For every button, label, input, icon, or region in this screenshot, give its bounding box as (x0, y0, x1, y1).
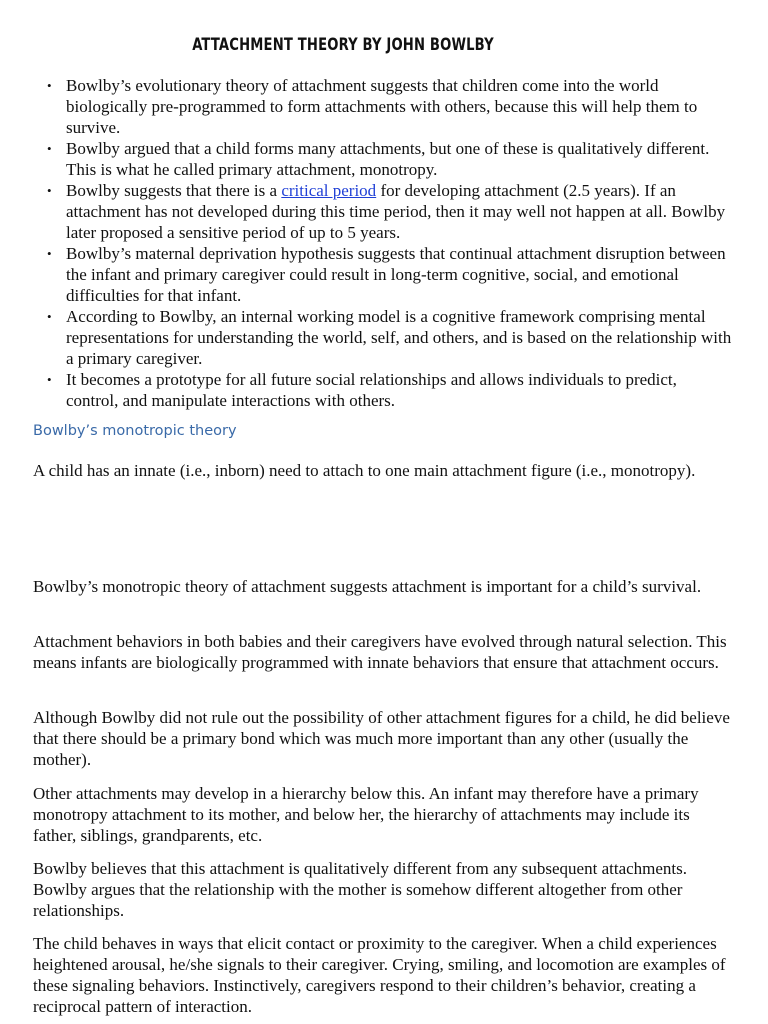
body-paragraph: Bowlby believes that this attachment is qualitatively different from any subsequent attachments. Bowlby argues that the relationship with the mother is somehow different altogether from other relationships. (33, 859, 688, 920)
bullet-item (33, 243, 733, 306)
bullet-item (33, 306, 733, 369)
bullet-item (33, 75, 733, 138)
critical-period-link[interactable]: critical period (281, 181, 377, 200)
bullet-text: Bowlby’s evolutionary theory of attachment suggests that children come into the world biologically pre-programmed to form attachments with others, because this will help them to survive. (66, 76, 698, 137)
bullet-text: Bowlby’s maternal deprivation hypothesis suggests that continual attachment disruption between the infant and primary caregiver could result in long-term cognitive, social, and emotional difficulties for that infant. (66, 244, 726, 305)
bullet-text: According to Bowlby, an internal working model is a cognitive framework comprising mental representations for understanding the world, self, and others, and is based on the relationship with a primary caregiver. (66, 307, 732, 368)
intro-paragraph: A child has an innate (i.e., inborn) need to attach to one main attachment figure (i.e., monotropy). (33, 461, 696, 480)
body-paragraph: Other attachments may develop in a hierarchy below this. An infant may therefore have a primary monotropy attachment to its mother, and below her, the hierarchy of attachments may include its father, siblings, grandparents, etc. (33, 784, 699, 845)
body-paragraph: Bowlby’s monotropic theory of attachment suggests attachment is important for a child’s survival. (33, 577, 702, 596)
bullet-dot-icon: • (47, 309, 52, 324)
bullet-dot-icon: • (47, 372, 52, 387)
section-heading: Bowlby’s monotropic theory (33, 423, 237, 439)
bullet-item (33, 180, 733, 243)
bullet-text: It becomes a prototype for all future social relationships and allows individuals to predict, control, and manipulate interactions with others. (66, 370, 677, 410)
bullet-dot-icon: • (47, 78, 52, 93)
body-paragraph: Attachment behaviors in both babies and their caregivers have evolved through natural selection. This means infants are biologically programmed with innate behaviors that ensure that attachment occurs. (33, 632, 727, 672)
bullet-text-before-link: Bowlby suggests that there is a (66, 181, 282, 200)
body-paragraph: Although Bowlby did not rule out the possibility of other attachment figures for a child, he did believe that there should be a primary bond which was much more important than any other (usually the mother). (33, 708, 730, 769)
bullet-list (33, 75, 733, 411)
body-paragraph: The child behaves in ways that elicit contact or proximity to the caregiver. When a child experiences heightened arousal, he/she signals to their caregiver. Crying, smiling, and locomotion are examples of these signaling behaviors. Instinctively, caregivers respond to their children’s behavior, creating a reciprocal pattern of interaction. (33, 934, 726, 1016)
bullet-dot-icon: • (47, 141, 52, 156)
bullet-item (33, 138, 733, 180)
bullet-item (33, 369, 733, 411)
bullet-dot-icon: • (47, 183, 52, 198)
document-title: ATTACHMENT THEORY BY JOHN BOWLBY (192, 35, 494, 55)
bullet-text: Bowlby argued that a child forms many attachments, but one of these is qualitatively different. This is what he called primary attachment, monotropy. (66, 139, 710, 179)
bullet-text-after-link: for developing attachment (2.5 years). If an attachment has not developed during this time period, then it may well not happen at all. Bowlby later proposed a sensitive period of up to 5 years. (66, 181, 726, 242)
bullet-dot-icon: • (47, 246, 52, 261)
